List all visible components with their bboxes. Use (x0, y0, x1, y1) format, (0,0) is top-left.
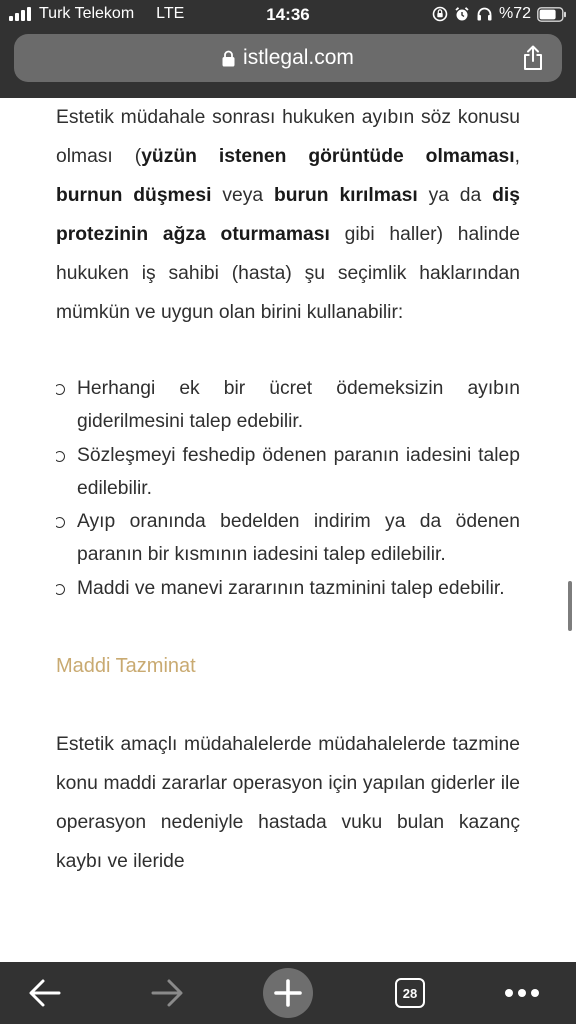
text-span: Estetik müdahale sonrası hukuken ayıbın söz konusu olması ( (56, 107, 520, 167)
tab-count: 28 (402, 985, 418, 1001)
battery-icon (537, 7, 567, 22)
bold-phrase: yüzün istenen görüntüde olmaması (141, 146, 515, 167)
more-button[interactable] (502, 962, 542, 1024)
section-heading: Maddi Tazminat (56, 655, 196, 678)
list-item: Maddi ve manevi zararının tazminini talep edebilir. (56, 572, 520, 605)
article-content (56, 98, 520, 962)
address-bar[interactable] (14, 34, 562, 82)
tabs-icon (395, 978, 425, 1008)
new-tab-plus-icon (273, 978, 303, 1008)
network-type: LTE (156, 5, 185, 22)
text-span: veya (211, 185, 274, 206)
status-bar (0, 0, 576, 30)
alarm-icon (454, 6, 470, 22)
new-tab-button[interactable] (263, 962, 313, 1024)
headphones-icon (476, 6, 493, 22)
list-item: Herhangi ek bir ücret ödemeksizin ayıbın giderilmesini talep edebilir. (56, 372, 520, 439)
paragraph-ayip-haklari (56, 98, 520, 332)
text-span: ya da (417, 185, 493, 206)
paragraph-maddi-tazminat: Estetik amaçlı müdahalelerde müdahalelerde tazmine konu maddi zararlar operasyon için yapılan giderler ile operasyon nedeniyle hastada vuku bulan kazanç kaybı ve ileride (56, 734, 520, 873)
carrier-name: Turk Telekom (39, 5, 135, 22)
rotation-lock-icon (432, 6, 448, 22)
forward-arrow-icon (150, 978, 184, 1008)
browser-toolbar (0, 962, 576, 1024)
list-item: Sözleşmeyi feshedip ödenen paranın iadesini talep edilebilir. (56, 439, 520, 506)
url-text: istlegal.com (243, 46, 354, 69)
rights-list (56, 372, 520, 605)
battery-percent: %72 (498, 5, 531, 22)
lock-icon (222, 50, 235, 67)
bold-phrase: burun kırılması (273, 185, 418, 206)
forward-button[interactable] (144, 962, 190, 1024)
more-icon (505, 989, 539, 997)
signal-icon (9, 7, 31, 21)
tabs-button[interactable] (393, 962, 427, 1024)
browser-chrome (0, 0, 576, 98)
bold-phrase: diş protezinin ağza oturmaması (56, 185, 520, 245)
bold-phrase: burnun düşmesi (56, 185, 212, 206)
back-arrow-icon (28, 978, 62, 1008)
text-span: , (514, 146, 520, 167)
list-item: Ayıp oranında bedelden indirim ya da ödenen paranın bir kısmının iadesini talep edilebilir. (56, 505, 520, 572)
back-button[interactable] (22, 962, 68, 1024)
scroll-indicator[interactable] (568, 581, 572, 631)
clock: 14:36 (266, 5, 310, 24)
text-span: gibi haller) halinde hukuken iş sahibi (hasta) şu seçimlik haklarından mümkün ve uygun olan birini kullanabilir: (56, 224, 520, 323)
share-icon[interactable] (522, 45, 544, 71)
